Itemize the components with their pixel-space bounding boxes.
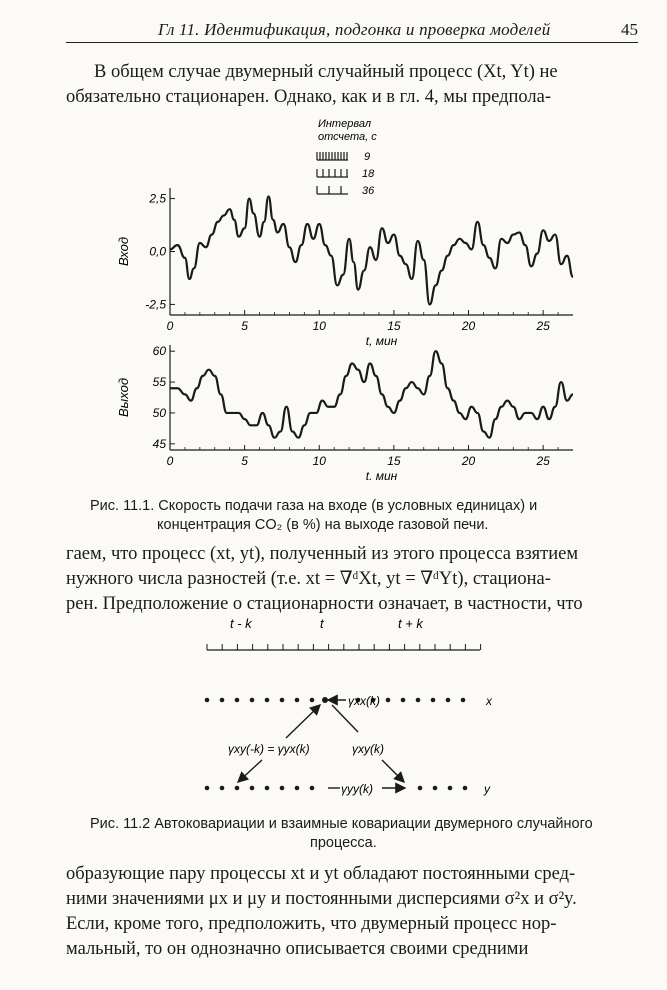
caption-line: процесса. [310, 835, 377, 851]
axis-label-t-minus-k: t - k [230, 616, 252, 631]
legend-title-line1: Интервал [318, 118, 372, 130]
paragraph-top [66, 60, 638, 110]
y-tick-label: 0,0 [149, 244, 166, 259]
x-tick-label: 20 [461, 454, 476, 468]
series-label-y: y [484, 782, 490, 796]
x-tick-label: 0 [166, 319, 174, 333]
y-dot [220, 786, 225, 791]
arrow-xy-upper-left [286, 705, 320, 738]
text-line: нужного числа разностей (т.е. xt = ∇ᵈXt, yt = ∇ᵈYt), стациона- [66, 569, 551, 589]
x-tick-label: 25 [536, 454, 550, 468]
x-dot [220, 698, 225, 703]
y-tick-label: 45 [152, 436, 166, 451]
x-tick-label: 15 [387, 454, 401, 468]
figure-11-2-caption [90, 815, 638, 853]
time-axis [207, 644, 481, 650]
legend-title-line2: отсчета, с [318, 131, 377, 143]
caption-line: концентрация CO₂ (в %) на выходе газовой печи. [157, 517, 489, 533]
y-dot [265, 786, 270, 791]
y-dot [433, 786, 438, 791]
legend-entry-18 [317, 168, 375, 180]
input-chart [116, 188, 573, 348]
x-dot [401, 698, 406, 703]
text-line: Если, кроме того, предположить, что двумерный процесс нор- [66, 914, 557, 934]
x-tick-label: 25 [536, 319, 550, 333]
x-tick-label: 20 [461, 319, 476, 333]
x-dot [431, 698, 436, 703]
legend-entry-9 [317, 151, 370, 163]
text-line: рен. Предположение о стационарности означает, в частности, что [66, 594, 583, 614]
x-dot [280, 698, 285, 703]
label-gamma-xy-left: γxy(-k) = γyx(k) [228, 742, 310, 756]
y-tick-label: 50 [152, 405, 166, 420]
y-axis-label: Вход [116, 236, 131, 267]
series-line [170, 196, 573, 304]
text-line: образующие пару процессы xt и yt обладают постоянными сред- [66, 864, 576, 884]
y-dot [448, 786, 453, 791]
y-dot [418, 786, 423, 791]
x-axis-label: t. мин [365, 469, 398, 483]
x-tick-label: 5 [241, 319, 248, 333]
y-dot [280, 786, 285, 791]
figure-11-1-caption [90, 497, 638, 535]
x-dot [386, 698, 391, 703]
text-line: ними значениями μx и μy и постоянными дисперсиями σ²x и σ²y. [66, 889, 577, 909]
x-tick-label: 15 [387, 319, 401, 333]
text-line: гаем, что процесс (xt, yt), полученный из этого процесса взятием [66, 544, 579, 564]
paragraph-middle [66, 542, 638, 617]
x-dot [295, 698, 300, 703]
paragraph-bottom [66, 862, 638, 962]
arrow-xy-right [382, 760, 404, 782]
x-dot [461, 698, 466, 703]
text-line: мальный, то он однозначно описывается своими средними [66, 939, 529, 959]
running-title: Гл 11. Идентификация, подгонка и проверка моделей [158, 20, 551, 39]
series-line [170, 351, 573, 437]
x-tick-label: 10 [312, 454, 326, 468]
legend-label: 18 [362, 168, 375, 180]
y-dot [463, 786, 468, 791]
caption-line: Рис. 11.1. Скорость подачи газа на входе (в условных единицах) и [90, 498, 538, 514]
output-chart [116, 344, 573, 483]
caption-line: Рис. 11.2 Автоковариации и взаимные ковариации двумерного случайного [90, 816, 593, 832]
arrow-xy-lower-left [238, 760, 262, 782]
text-line: В общем случае двумерный случайный процесс (Xt, Yt) не [94, 62, 558, 82]
y-dot [295, 786, 300, 791]
x-dot [235, 698, 240, 703]
page-header [66, 12, 638, 43]
x-dot [205, 698, 210, 703]
y-axis-label: Выход [116, 377, 131, 418]
axis-label-t-plus-k: t + k [398, 616, 423, 631]
arrow-xy-right-start [332, 705, 358, 732]
figure-11-1 [0, 110, 667, 490]
x-tick-label: 5 [241, 454, 248, 468]
label-gamma-xy-right: γxy(k) [352, 742, 384, 756]
x-dot [265, 698, 270, 703]
series-label-x: x [486, 694, 492, 708]
y-dot [250, 786, 255, 791]
text-line: обязательно стационарен. Однако, как и в гл. 4, мы предпола- [66, 87, 552, 107]
x-dot [250, 698, 255, 703]
label-gamma-xx: γxx(k) [348, 694, 380, 708]
legend-label: 36 [362, 185, 375, 197]
x-dot [310, 698, 315, 703]
x-dot [416, 698, 421, 703]
y-tick-label: 55 [152, 375, 166, 390]
y-dot [235, 786, 240, 791]
x-axis-label: t, мин [365, 334, 398, 348]
legend-label: 9 [364, 151, 371, 163]
y-dot [205, 786, 210, 791]
legend-entry-36 [317, 185, 375, 197]
axis-label-t: t [320, 616, 324, 631]
x-tick-label: 10 [312, 319, 326, 333]
y-dot [310, 786, 315, 791]
y-tick-label: -2,5 [145, 297, 166, 312]
x-dot-current [322, 697, 328, 703]
y-tick-label: 60 [152, 344, 166, 359]
x-tick-label: 0 [166, 454, 174, 468]
figure-11-2 [0, 610, 667, 810]
x-dot [446, 698, 451, 703]
y-tick-label: 2,5 [149, 191, 166, 206]
page-number: 45 [621, 20, 638, 39]
label-gamma-yy: γyy(k) [341, 782, 373, 796]
